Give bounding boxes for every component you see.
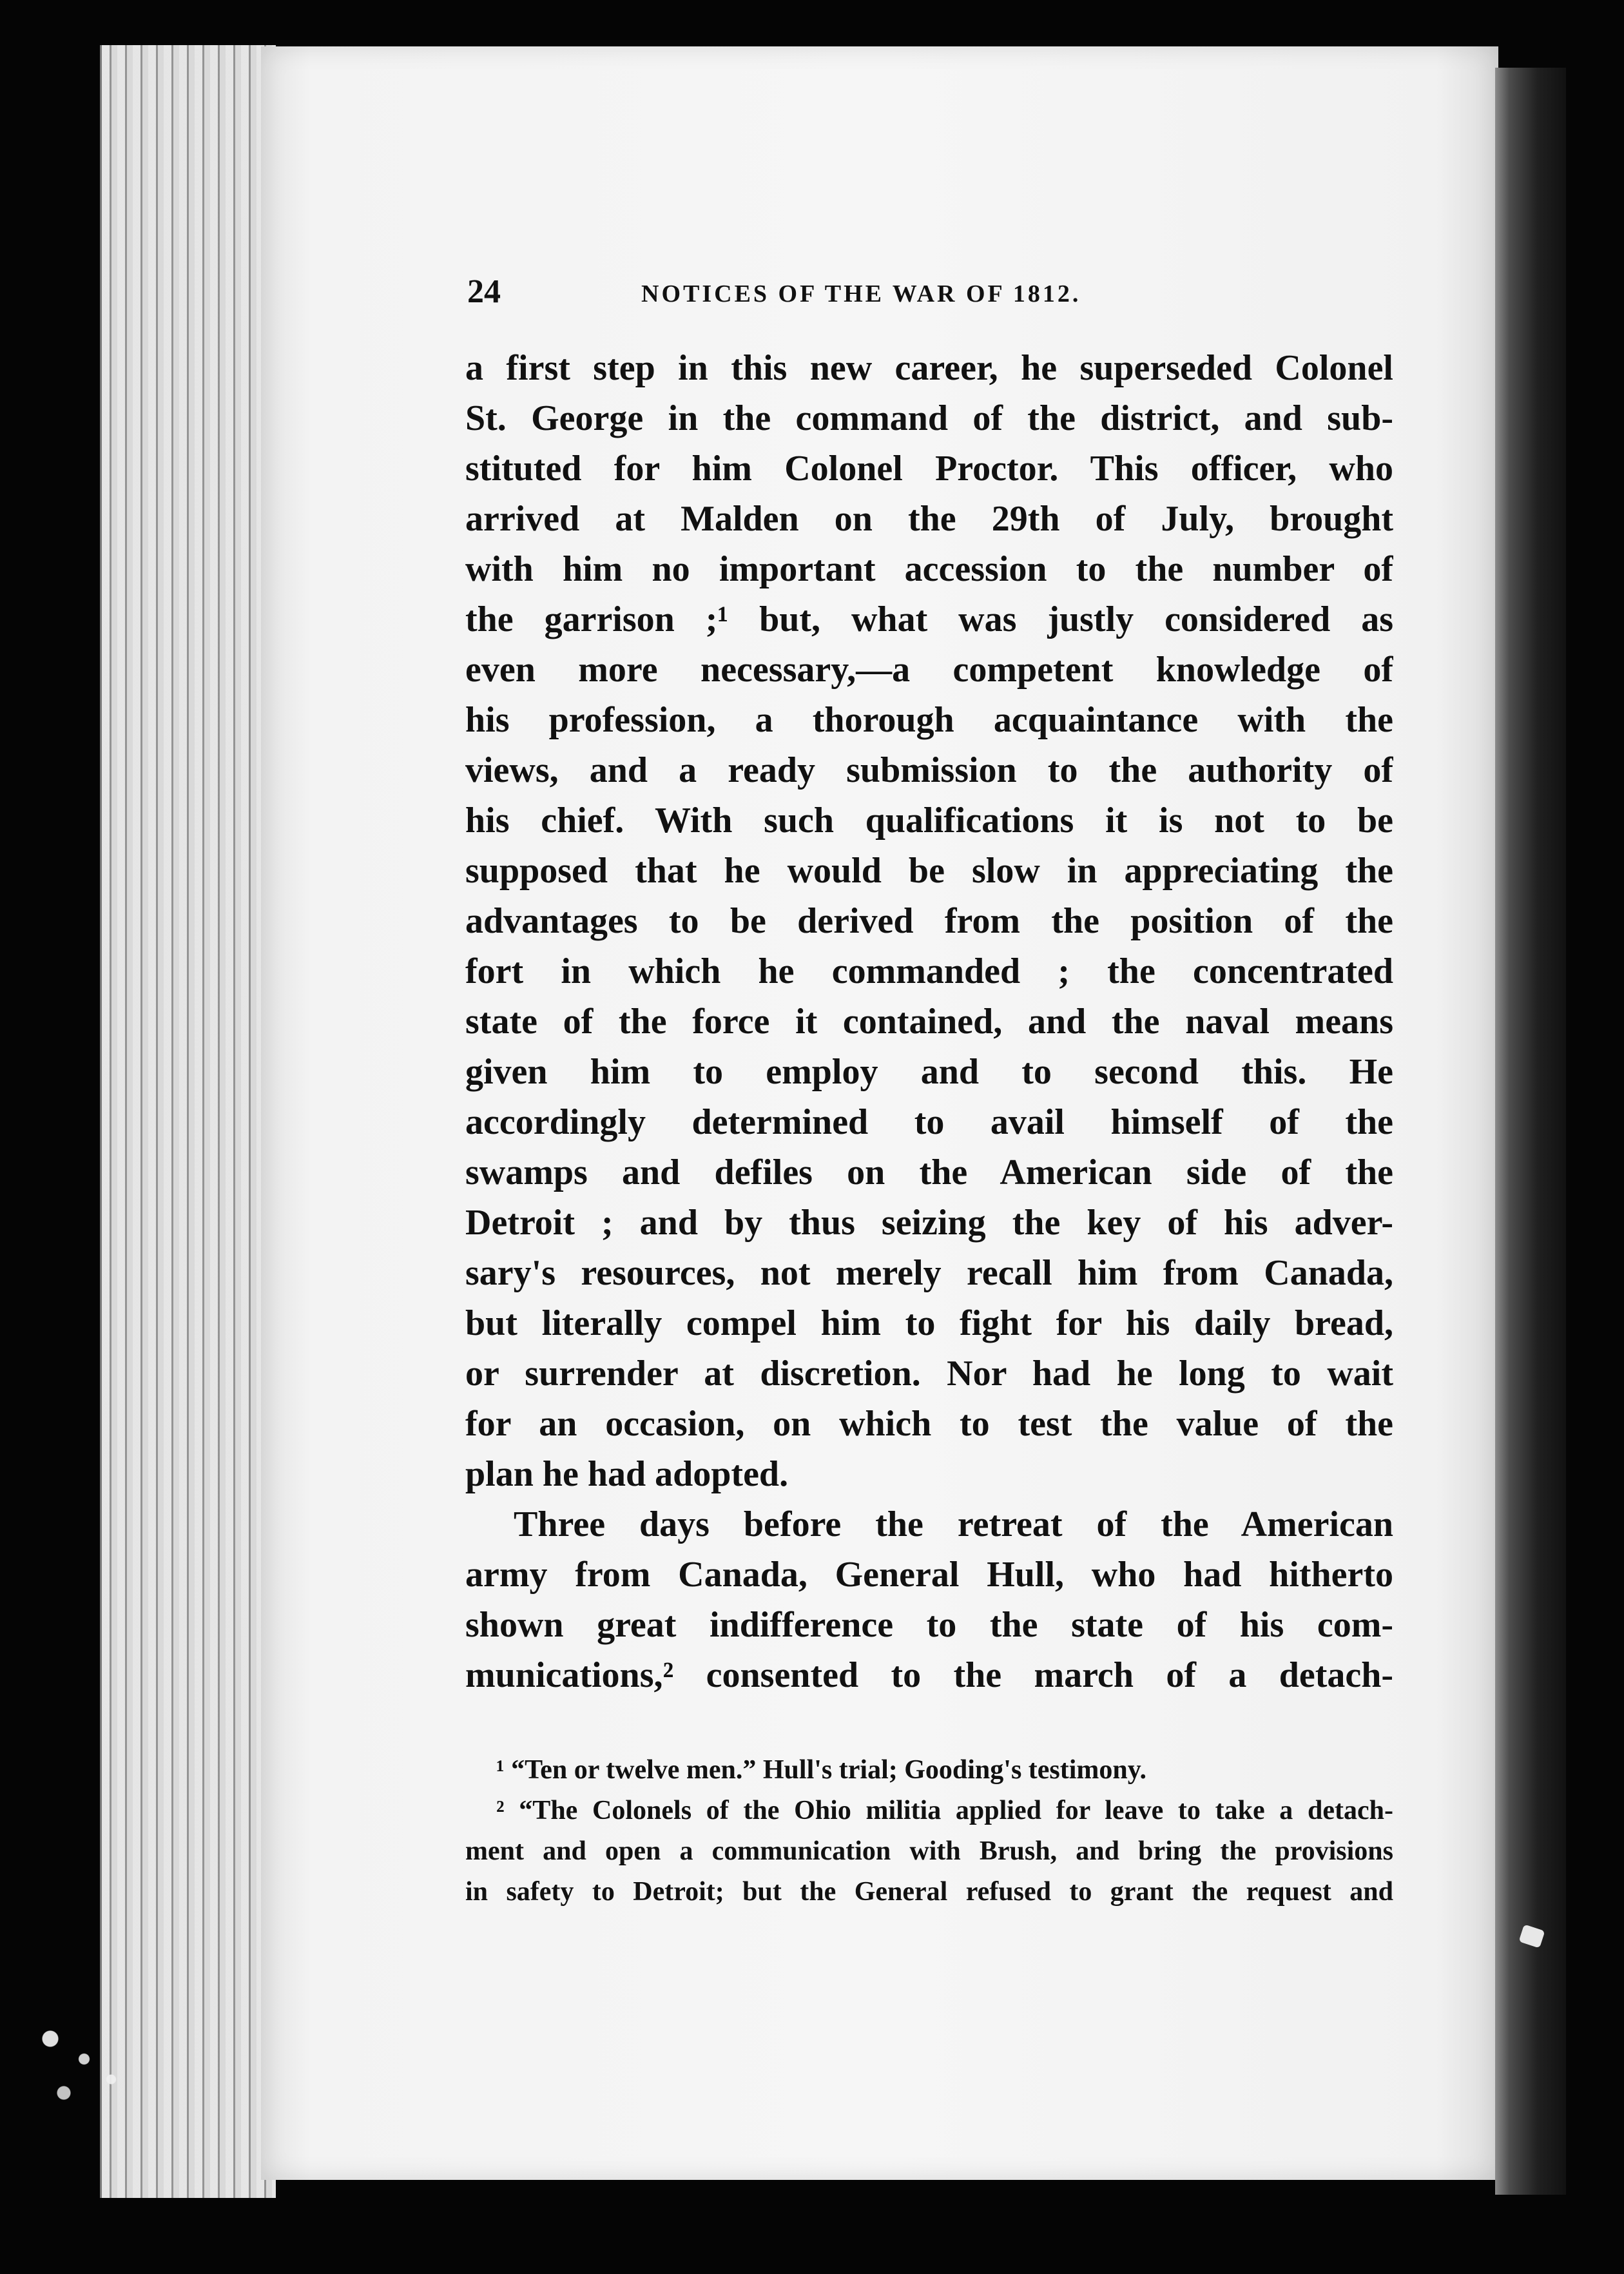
text-line: given him to employ and to second this. He <box>465 1052 1393 1092</box>
text-line: but literally compel him to fight for his daily bread, <box>465 1303 1393 1343</box>
text-line: even more necessary,—a competent knowledge of <box>465 650 1393 690</box>
text-line: supposed that he would be slow in appreciating the <box>465 851 1393 891</box>
text-line: advantages to be derived from the position of the <box>465 901 1393 941</box>
footnote-line: ment and open a communication with Brush, and bring the provisions <box>465 1836 1393 1866</box>
text-line: a first step in this new career, he superseded Colonel <box>465 348 1393 388</box>
page-number: 24 <box>467 273 501 310</box>
text-line: his profession, a thorough acquaintance with the <box>465 700 1393 740</box>
footnote-line: ² “The Colonels of the Ohio militia applied for leave to take a detach- <box>496 1796 1393 1825</box>
text-line: views, and a ready submission to the authority of <box>465 750 1393 790</box>
text-line: with him no important accession to the number of <box>465 549 1393 589</box>
text-line: plan he had adopted. <box>465 1454 789 1494</box>
footnote-line: in safety to Detroit; but the General refused to grant the request and <box>465 1877 1393 1907</box>
footnote-line: ¹ “Ten or twelve men.” Hull's trial; Gooding's testimony. <box>496 1755 1146 1785</box>
text-line: for an occasion, on which to test the value of the <box>465 1404 1393 1444</box>
spine-shadow <box>1495 68 1566 2195</box>
text-line: his chief. With such qualifications it is not to be <box>465 801 1393 841</box>
text-line: accordingly determined to avail himself of the <box>465 1102 1393 1142</box>
text-line: the garrison ;¹ but, what was justly considered as <box>465 599 1393 639</box>
text-line: munications,² consented to the march of a detach- <box>465 1655 1393 1695</box>
page-header <box>467 269 1241 315</box>
main-text <box>465 343 1393 1700</box>
text-line: fort in which he commanded ; the concentrated <box>465 951 1393 991</box>
text-line: army from Canada, General Hull, who had hitherto <box>465 1555 1393 1595</box>
text-line: sary's resources, not merely recall him from Canada, <box>465 1253 1393 1293</box>
text-line: swamps and defiles on the American side of the <box>465 1152 1393 1192</box>
text-line: Detroit ; and by thus seizing the key of his adver- <box>465 1203 1393 1243</box>
text-line: Three days before the retreat of the American <box>514 1504 1393 1544</box>
text-line: arrived at Malden on the 29th of July, brought <box>465 499 1393 539</box>
text-line: state of the force it contained, and the naval means <box>465 1002 1393 1042</box>
text-line: St. George in the command of the district, and sub- <box>465 398 1393 438</box>
footnotes <box>465 1750 1393 1912</box>
text-line: or surrender at discretion. Nor had he long to wait <box>465 1354 1393 1394</box>
book-page-edges <box>100 45 276 2198</box>
scan-noise <box>10 1998 145 2133</box>
running-head: NOTICES OF THE WAR OF 1812. <box>641 280 1081 307</box>
text-line: stituted for him Colonel Proctor. This officer, who <box>465 449 1393 489</box>
text-line: shown great indifference to the state of his com- <box>465 1605 1393 1645</box>
